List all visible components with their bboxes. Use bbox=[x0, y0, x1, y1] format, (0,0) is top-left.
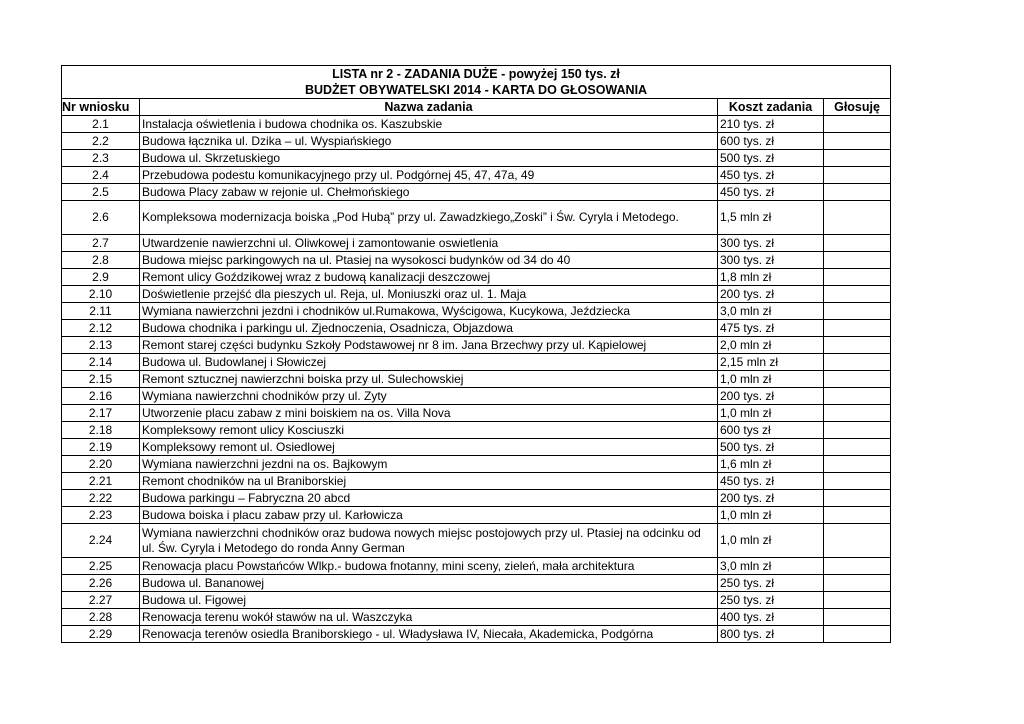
task-number: 2.3 bbox=[62, 150, 140, 167]
task-name: Kompleksowy remont ul. Osiedlowej bbox=[140, 439, 718, 456]
task-name: Kompleksowy remont ulicy Kosciuszki bbox=[140, 422, 718, 439]
task-name: Budowa ul. Bananowej bbox=[140, 575, 718, 592]
vote-cell[interactable] bbox=[824, 201, 891, 235]
task-cost: 450 tys. zł bbox=[718, 184, 824, 201]
task-name: Wymiana nawierzchni chodników przy ul. Zyty bbox=[140, 388, 718, 405]
task-row bbox=[62, 609, 891, 626]
task-name: Budowa miejsc parkingowych na ul. Ptasiej na wysokosci budynków od 34 do 40 bbox=[140, 252, 718, 269]
task-row bbox=[62, 405, 891, 422]
vote-cell[interactable] bbox=[824, 524, 891, 558]
task-row bbox=[62, 558, 891, 575]
task-cost: 450 tys. zł bbox=[718, 167, 824, 184]
task-cost: 300 tys. zł bbox=[718, 235, 824, 252]
task-cost: 1,5 mln zł bbox=[718, 201, 824, 235]
task-number: 2.19 bbox=[62, 439, 140, 456]
task-name: Renowacja terenu wokół stawów na ul. Waszczyka bbox=[140, 609, 718, 626]
vote-cell[interactable] bbox=[824, 235, 891, 252]
task-cost: 2,15 mln zł bbox=[718, 354, 824, 371]
task-row bbox=[62, 167, 891, 184]
task-row bbox=[62, 184, 891, 201]
task-row bbox=[62, 422, 891, 439]
vote-cell[interactable] bbox=[824, 473, 891, 490]
vote-cell[interactable] bbox=[824, 167, 891, 184]
task-row bbox=[62, 303, 891, 320]
task-row bbox=[62, 490, 891, 507]
task-row bbox=[62, 116, 891, 133]
task-cost: 500 tys. zł bbox=[718, 439, 824, 456]
task-row bbox=[62, 235, 891, 252]
task-name: Remont ulicy Goździkowej wraz z budową kanalizacji deszczowej bbox=[140, 269, 718, 286]
task-number: 2.12 bbox=[62, 320, 140, 337]
task-number: 2.22 bbox=[62, 490, 140, 507]
vote-cell[interactable] bbox=[824, 116, 891, 133]
task-name: Remont starej części budynku Szkoły Podstawowej nr 8 im. Jana Brzechwy przy ul. Kąpielowej bbox=[140, 337, 718, 354]
task-cost: 200 tys. zł bbox=[718, 388, 824, 405]
task-cost: 500 tys. zł bbox=[718, 150, 824, 167]
task-name: Instalacja oświetlenia i budowa chodnika os. Kaszubskie bbox=[140, 116, 718, 133]
task-cost: 1,6 mln zł bbox=[718, 456, 824, 473]
task-name: Budowa ul. Figowej bbox=[140, 592, 718, 609]
task-number: 2.25 bbox=[62, 558, 140, 575]
task-cost: 2,0 mln zł bbox=[718, 337, 824, 354]
task-number: 2.11 bbox=[62, 303, 140, 320]
vote-cell[interactable] bbox=[824, 303, 891, 320]
vote-cell[interactable] bbox=[824, 252, 891, 269]
task-row bbox=[62, 456, 891, 473]
task-name: Doświetlenie przejść dla pieszych ul. Reja, ul. Moniuszki oraz ul. 1. Maja bbox=[140, 286, 718, 303]
vote-cell[interactable] bbox=[824, 133, 891, 150]
task-row bbox=[62, 592, 891, 609]
vote-cell[interactable] bbox=[824, 558, 891, 575]
task-number: 2.15 bbox=[62, 371, 140, 388]
task-name: Remont chodników na ul Braniborskiej bbox=[140, 473, 718, 490]
task-number: 2.21 bbox=[62, 473, 140, 490]
task-number: 2.7 bbox=[62, 235, 140, 252]
header-vote: Głosuję bbox=[824, 99, 891, 116]
task-cost: 200 tys. zł bbox=[718, 490, 824, 507]
task-name: Utworzenie placu zabaw z mini boiskiem na os. Villa Nova bbox=[140, 405, 718, 422]
vote-cell[interactable] bbox=[824, 626, 891, 643]
task-row bbox=[62, 524, 891, 558]
task-name: Renowacja terenów osiedla Braniborskiego - ul. Władysława IV, Niecała, Akademicka, Podgórna bbox=[140, 626, 718, 643]
vote-cell[interactable] bbox=[824, 286, 891, 303]
task-name: Budowa boiska i placu zabaw przy ul. Karłowicza bbox=[140, 507, 718, 524]
task-cost: 1,8 mln zł bbox=[718, 269, 824, 286]
task-cost: 250 tys. zł bbox=[718, 592, 824, 609]
vote-cell[interactable] bbox=[824, 150, 891, 167]
task-number: 2.23 bbox=[62, 507, 140, 524]
task-row bbox=[62, 575, 891, 592]
task-row bbox=[62, 286, 891, 303]
vote-cell[interactable] bbox=[824, 592, 891, 609]
task-row bbox=[62, 133, 891, 150]
vote-cell[interactable] bbox=[824, 490, 891, 507]
vote-cell[interactable] bbox=[824, 371, 891, 388]
task-cost: 250 tys. zł bbox=[718, 575, 824, 592]
task-number: 2.24 bbox=[62, 524, 140, 558]
task-cost: 400 tys. zł bbox=[718, 609, 824, 626]
task-row bbox=[62, 473, 891, 490]
task-row bbox=[62, 150, 891, 167]
task-name: Remont sztucznej nawierzchni boiska przy ul. Sulechowskiej bbox=[140, 371, 718, 388]
vote-cell[interactable] bbox=[824, 439, 891, 456]
task-row bbox=[62, 252, 891, 269]
task-row bbox=[62, 439, 891, 456]
list-title: LISTA nr 2 - ZADANIA DUŻE - powyżej 150 tys. zł bbox=[62, 66, 891, 83]
task-row bbox=[62, 507, 891, 524]
task-name: Budowa chodnika i parkingu ul. Zjednoczenia, Osadnicza, Objazdowa bbox=[140, 320, 718, 337]
vote-cell[interactable] bbox=[824, 269, 891, 286]
task-cost: 300 tys. zł bbox=[718, 252, 824, 269]
task-name: Budowa ul. Budowlanej i Słowiczej bbox=[140, 354, 718, 371]
vote-cell[interactable] bbox=[824, 507, 891, 524]
task-name: Przebudowa podestu komunikacyjnego przy ul. Podgórnej 45, 47, 47a, 49 bbox=[140, 167, 718, 184]
vote-cell[interactable] bbox=[824, 388, 891, 405]
task-name: Budowa ul. Skrzetuskiego bbox=[140, 150, 718, 167]
task-row bbox=[62, 371, 891, 388]
task-name: Wymiana nawierzchni jezdni i chodników ul.Rumakowa, Wyścigowa, Kucykowa, Jeździecka bbox=[140, 303, 718, 320]
header-name: Nazwa zadania bbox=[140, 99, 718, 116]
task-number: 2.8 bbox=[62, 252, 140, 269]
task-name: Utwardzenie nawierzchni ul. Oliwkowej i zamontowanie oswietlenia bbox=[140, 235, 718, 252]
task-row bbox=[62, 337, 891, 354]
task-row bbox=[62, 354, 891, 371]
task-number: 2.13 bbox=[62, 337, 140, 354]
task-number: 2.17 bbox=[62, 405, 140, 422]
task-cost: 3,0 mln zł bbox=[718, 558, 824, 575]
task-name: Wymiana nawierzchni chodników oraz budowa nowych miejsc postojowych przy ul. Ptasiej na odcinku od ul. Św. Cyryla i Metodego do ronda Anny German bbox=[140, 524, 718, 558]
vote-cell[interactable] bbox=[824, 354, 891, 371]
vote-cell[interactable] bbox=[824, 422, 891, 439]
task-cost: 3,0 mln zł bbox=[718, 303, 824, 320]
task-cost: 200 tys. zł bbox=[718, 286, 824, 303]
title-row-2 bbox=[62, 82, 891, 99]
task-cost: 450 tys. zł bbox=[718, 473, 824, 490]
task-number: 2.1 bbox=[62, 116, 140, 133]
task-cost: 1,0 mln zł bbox=[718, 507, 824, 524]
task-name: Budowa Placy zabaw w rejonie ul. Chełmońskiego bbox=[140, 184, 718, 201]
task-cost: 600 tys. zł bbox=[718, 133, 824, 150]
task-number: 2.28 bbox=[62, 609, 140, 626]
vote-cell[interactable] bbox=[824, 320, 891, 337]
task-number: 2.5 bbox=[62, 184, 140, 201]
task-cost: 600 tys zł bbox=[718, 422, 824, 439]
task-number: 2.27 bbox=[62, 592, 140, 609]
task-number: 2.16 bbox=[62, 388, 140, 405]
task-row bbox=[62, 201, 891, 235]
task-number: 2.4 bbox=[62, 167, 140, 184]
task-number: 2.6 bbox=[62, 201, 140, 235]
vote-cell[interactable] bbox=[824, 456, 891, 473]
task-number: 2.29 bbox=[62, 626, 140, 643]
task-cost: 210 tys. zł bbox=[718, 116, 824, 133]
vote-cell[interactable] bbox=[824, 405, 891, 422]
task-number: 2.20 bbox=[62, 456, 140, 473]
task-row bbox=[62, 269, 891, 286]
task-number: 2.10 bbox=[62, 286, 140, 303]
task-cost: 1,0 mln zł bbox=[718, 405, 824, 422]
title-row-1 bbox=[62, 66, 891, 83]
task-number: 2.2 bbox=[62, 133, 140, 150]
task-cost: 475 tys. zł bbox=[718, 320, 824, 337]
task-row bbox=[62, 626, 891, 643]
task-row bbox=[62, 388, 891, 405]
task-cost: 800 tys. zł bbox=[718, 626, 824, 643]
ballot-title: BUDŻET OBYWATELSKI 2014 - KARTA DO GŁOSOWANIA bbox=[62, 82, 891, 99]
task-name: Budowa parkingu – Fabryczna 20 abcd bbox=[140, 490, 718, 507]
task-number: 2.9 bbox=[62, 269, 140, 286]
vote-cell[interactable] bbox=[824, 184, 891, 201]
task-name: Kompleksowa modernizacja boiska „Pod Hubą” przy ul. Zawadzkiego„Zoski” i Św. Cyryla i Metodego. bbox=[140, 201, 718, 235]
task-cost: 1,0 mln zł bbox=[718, 371, 824, 388]
header-cost: Koszt zadania bbox=[718, 99, 824, 116]
task-number: 2.26 bbox=[62, 575, 140, 592]
vote-cell[interactable] bbox=[824, 337, 891, 354]
ballot-body bbox=[62, 66, 891, 643]
task-number: 2.14 bbox=[62, 354, 140, 371]
header-row bbox=[62, 99, 891, 116]
task-name: Wymiana nawierzchni jezdni na os. Bajkowym bbox=[140, 456, 718, 473]
task-name: Renowacja placu Powstańców Wlkp.- budowa fnotanny, mini sceny, zieleń, mała architektura bbox=[140, 558, 718, 575]
task-row bbox=[62, 320, 891, 337]
task-name: Budowa łącznika ul. Dzika – ul. Wyspiańskiego bbox=[140, 133, 718, 150]
vote-cell[interactable] bbox=[824, 609, 891, 626]
task-number: 2.18 bbox=[62, 422, 140, 439]
header-nr: Nr wniosku bbox=[62, 99, 140, 116]
voting-ballot-table bbox=[61, 65, 891, 643]
task-cost: 1,0 mln zł bbox=[718, 524, 824, 558]
vote-cell[interactable] bbox=[824, 575, 891, 592]
